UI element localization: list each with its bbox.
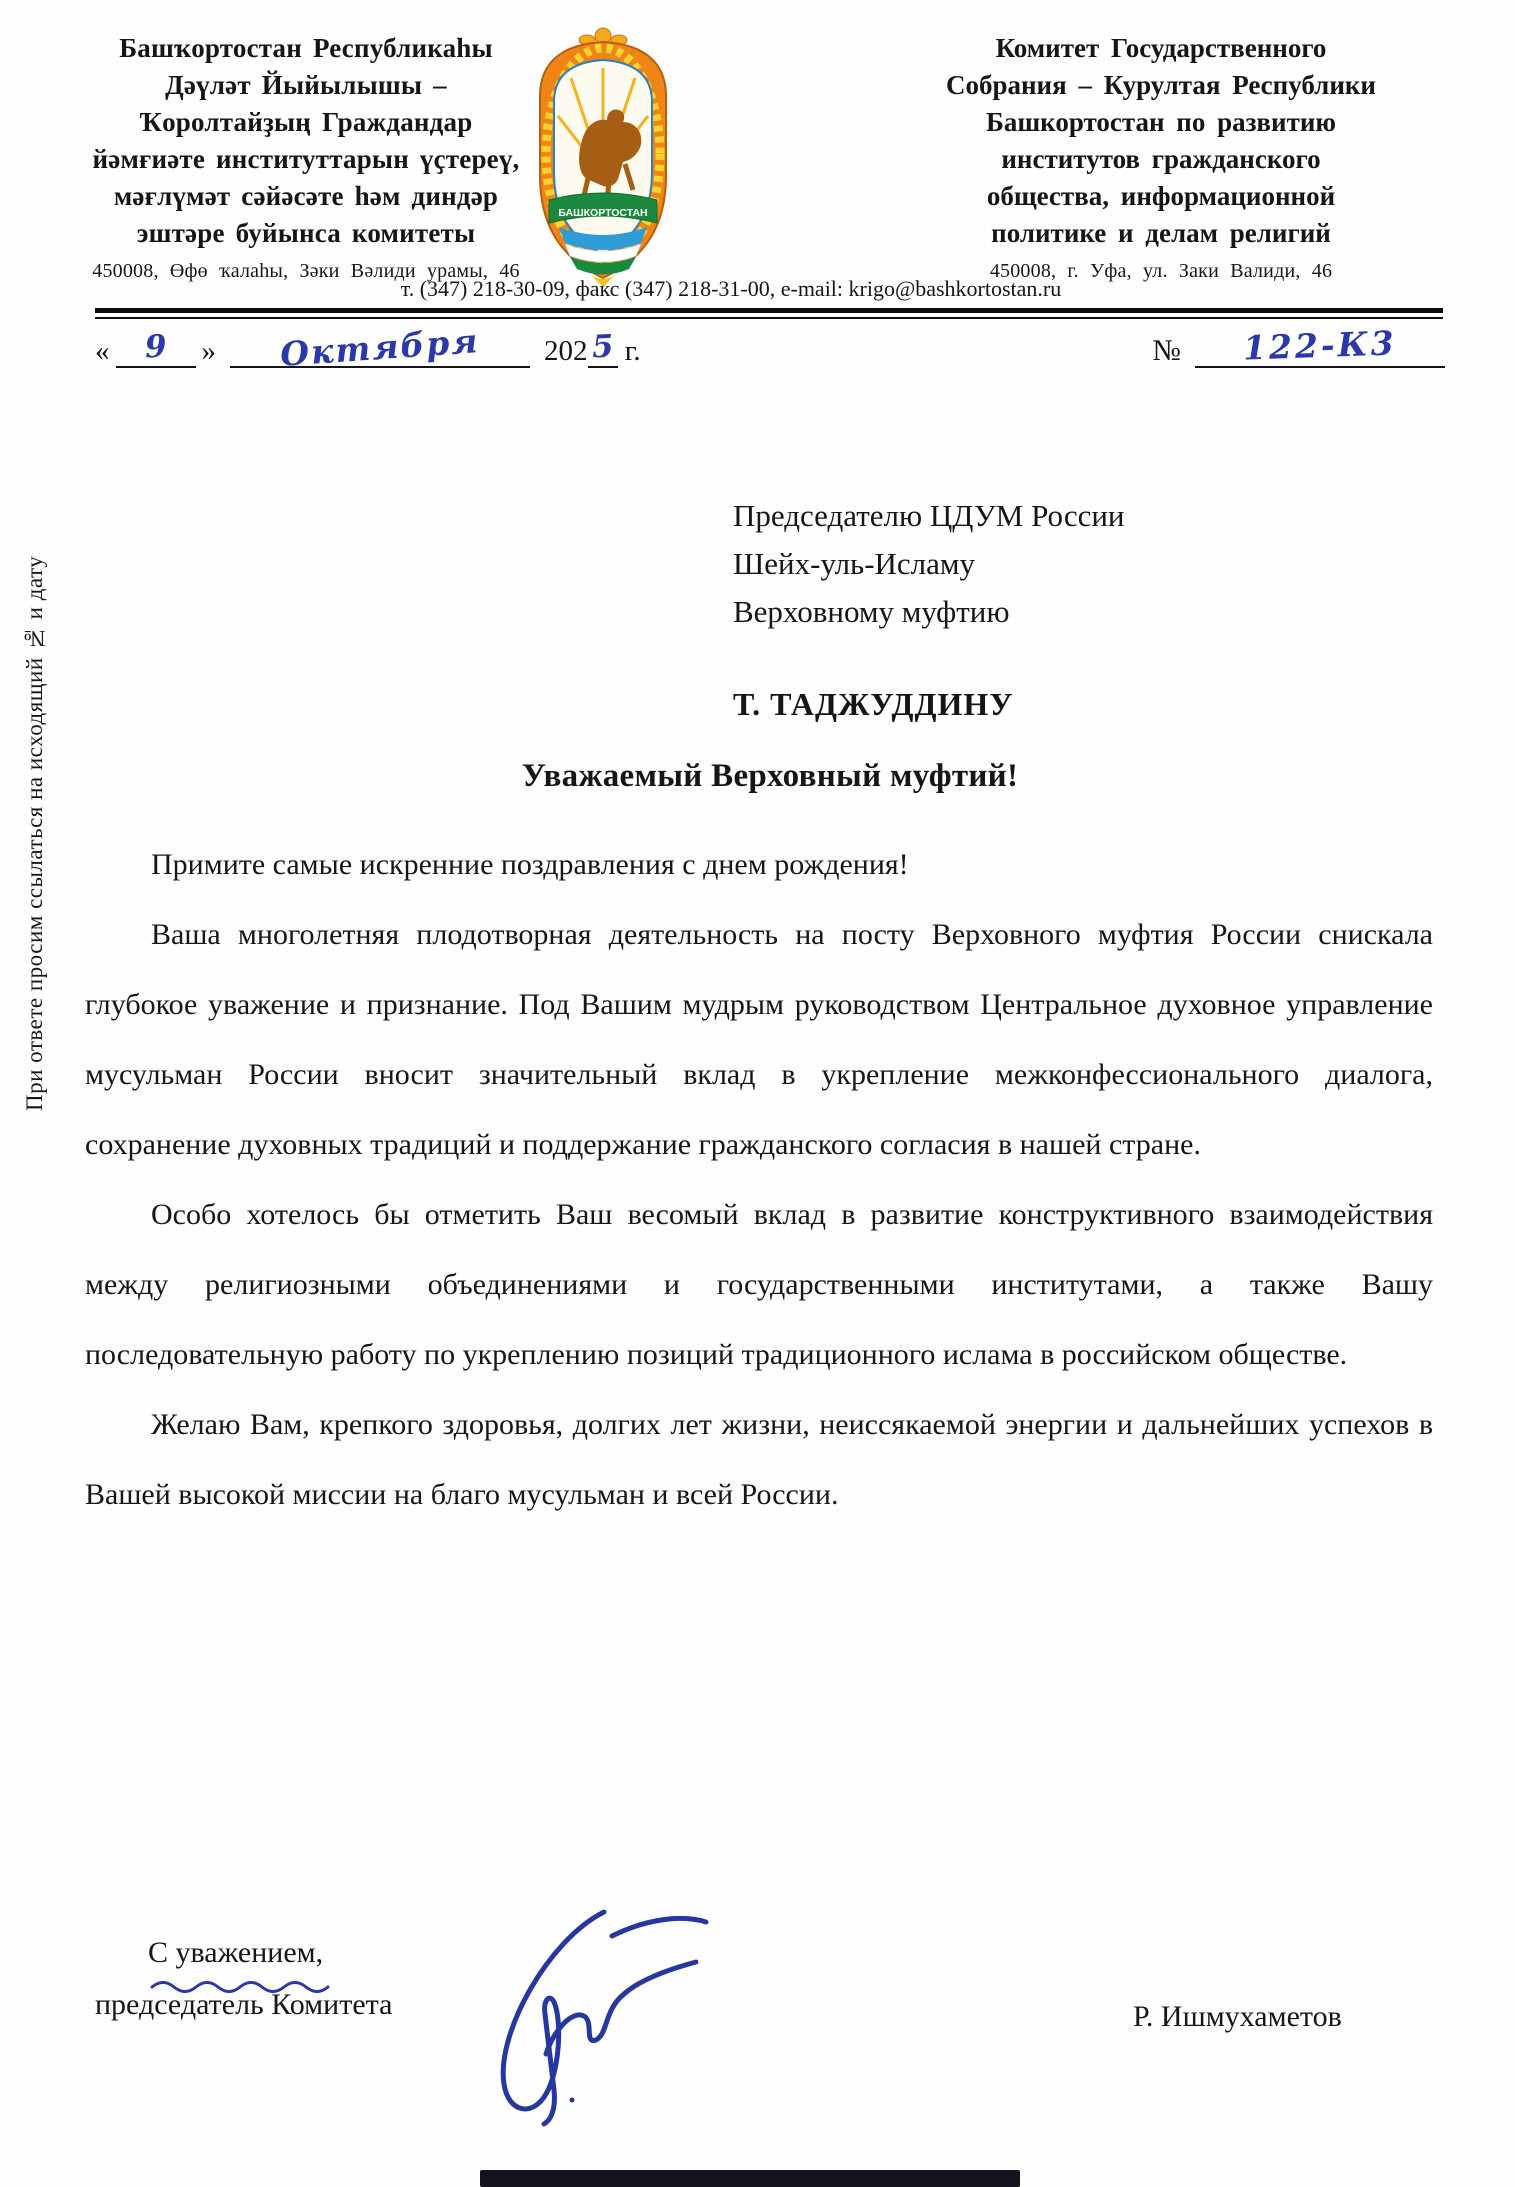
letterhead-left-org <box>90 30 522 284</box>
org-address: 450008, г. Уфа, ул. Заки Валиди, 46 <box>989 260 1333 282</box>
signer-title: председатель Комитета <box>95 1988 393 2021</box>
org-line: мәғлүмәт сәйәсәте һәм диндәр <box>113 181 499 211</box>
day-field <box>116 329 196 368</box>
coat-of-arms-bashkortostan-icon <box>533 24 673 290</box>
org-line: общества, информационной <box>986 181 1336 211</box>
recipient-line: Шейх-уль-Исламу <box>733 546 976 581</box>
scan-artifact-bar <box>480 2170 1020 2187</box>
salutation: Уважаемый Верховный муфтий! <box>521 758 1019 794</box>
signer-name: Р. Ишмухаметов <box>1133 2000 1342 2033</box>
handwritten-number: 122-К3 <box>1242 323 1398 368</box>
paragraph: Желаю Вам, крепкого здоровья, долгих лет жизни, неиссякаемой энергии и дальнейших успехов в Вашей высокой миссии на благо мусульман и всей России. <box>85 1408 1433 1511</box>
paragraph: Примите самые искренние поздравления с днем рождения! <box>151 848 909 881</box>
org-line: Дәүләт Йыйылышы – <box>165 70 447 100</box>
year-prefix: 202 <box>544 335 588 367</box>
number-sign: № <box>1152 334 1181 367</box>
org-line: йәмғиәте институттарын үҫтереү, <box>92 144 520 174</box>
contact-line: т. (347) 218-30-09, факс (347) 218-31-00, e-mail: krigo@bashkortostan.ru <box>400 276 1062 301</box>
recipient-line: Верховному муфтию <box>733 594 1010 629</box>
recipient-line: Председателю ЦДУМ России <box>733 498 1125 533</box>
paragraph: Ваша многолетняя плодотворная деятельность на посту Верховного муфтия России снискала глубокое уважение и признание. Под Вашим мудрым руководством Центральное духовное управление мусульман России вносит значительный вклад в укрепление межконфессионального диалога, сохранение духовных традиций и поддержание гражданского согласия в нашей стране. <box>85 918 1433 1161</box>
letterhead-right-org <box>882 30 1440 284</box>
letter-body <box>85 830 1433 1530</box>
month-field <box>230 321 530 374</box>
handwritten-year-digit: 5 <box>590 328 615 366</box>
year-digit-field <box>588 329 618 368</box>
closing-phrase: С уважением, <box>148 1936 324 1969</box>
quote-open: « <box>95 335 110 367</box>
handwritten-month: Октября <box>279 321 481 374</box>
org-line: Собрания – Курултая Республики <box>945 70 1376 100</box>
recipient-block <box>733 492 1125 728</box>
paragraph: Особо хотелось бы отметить Ваш весомый вклад в развитие конструктивного взаимодействия между религиозными объединениями и государственными институтами, а также Вашу последовательную работу по укреплению позиций традиционного ислама в российском обществе. <box>85 1198 1433 1371</box>
org-line: Ҡоролтайҙың Граждандар <box>139 107 473 137</box>
header-divider <box>95 308 1443 319</box>
emblem-caption: БАШКОРТОСТАН <box>558 207 648 219</box>
org-line: эштәре буйынса комитеты <box>136 218 476 248</box>
handwritten-signature <box>452 1892 722 2137</box>
quote-close: » <box>201 335 216 367</box>
year-suffix: г. <box>624 335 641 367</box>
org-line: политике и делам религий <box>991 218 1331 248</box>
side-note-vertical: При ответе просим ссылаться на исходящий № и дату <box>22 555 47 1111</box>
org-line: Башкортостан по развитию <box>985 107 1337 137</box>
org-line: Башҡортостан Республикаһы <box>119 33 493 63</box>
date-line <box>95 321 641 374</box>
number-line <box>1152 323 1445 368</box>
org-address: 450008, Өфө ҡалаһы, Зәки Вәлиди урамы, 46 <box>92 260 520 282</box>
org-line: Комитет Государственного <box>995 33 1327 63</box>
org-line: институтов гражданского <box>1001 144 1321 174</box>
number-field <box>1195 323 1445 368</box>
recipient-name: Т. ТАДЖУДДИНУ <box>733 686 1014 722</box>
handwritten-day: 9 <box>143 328 168 366</box>
